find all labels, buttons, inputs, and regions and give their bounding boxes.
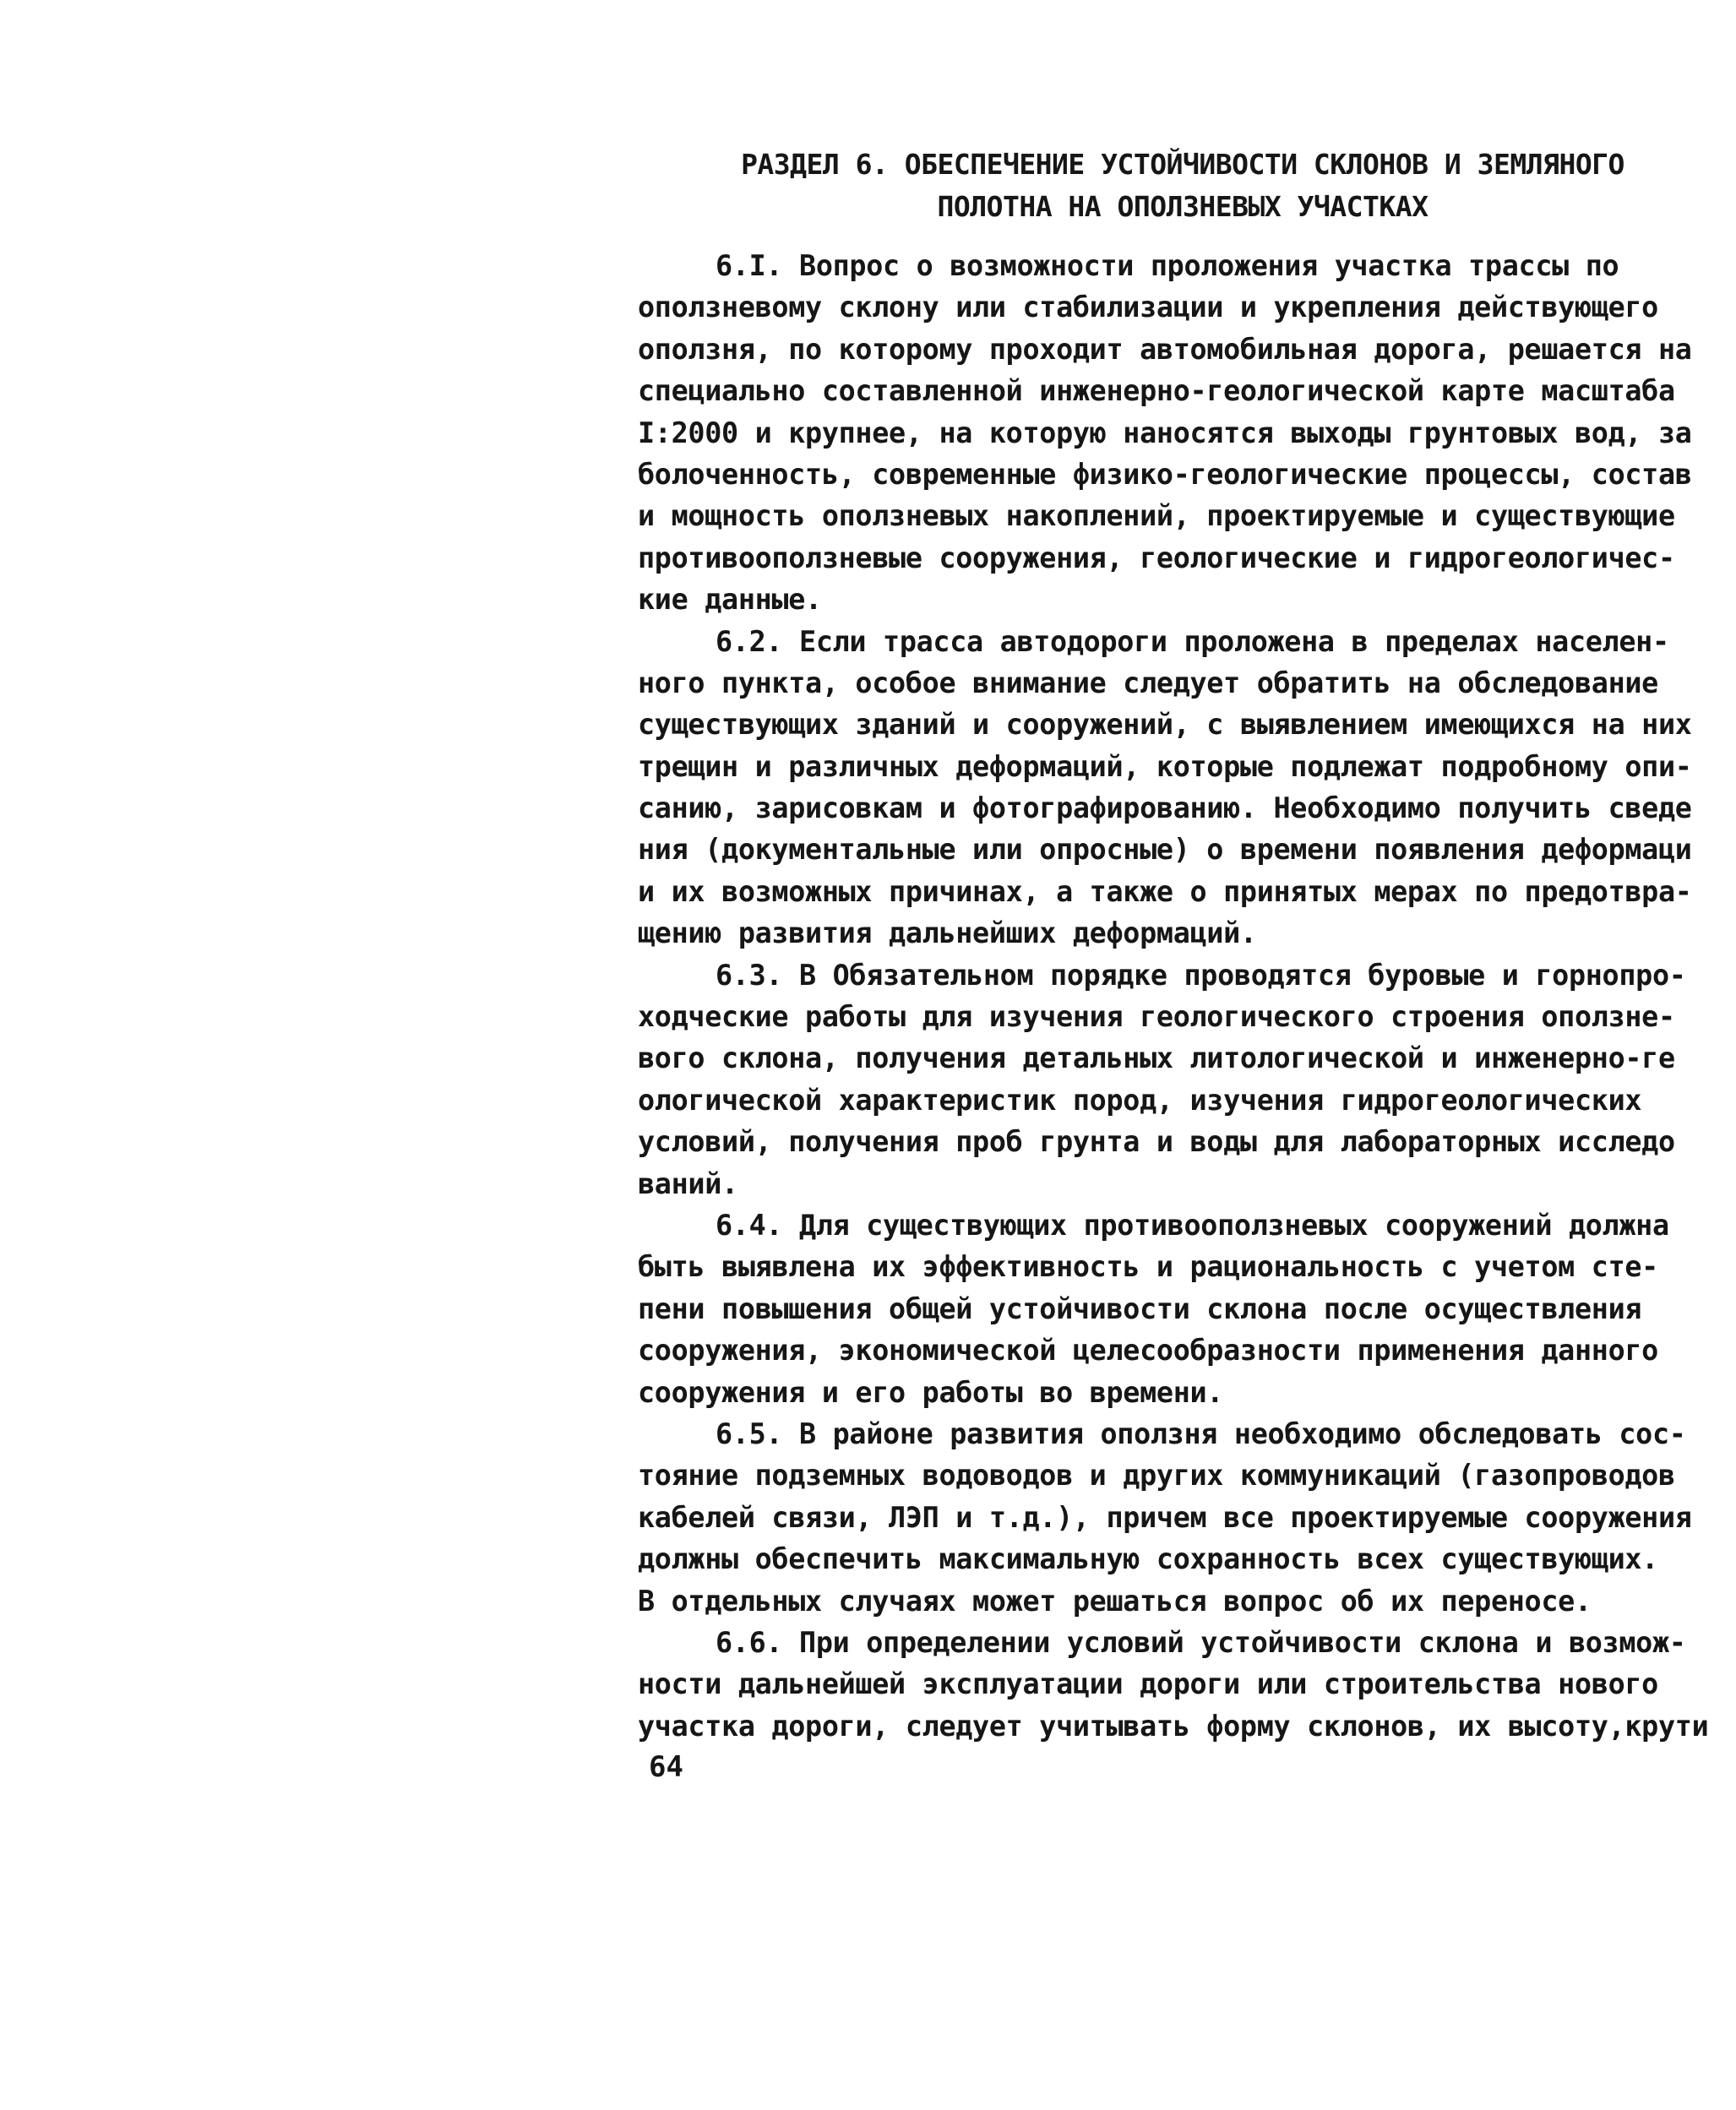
paragraph-6-5-line: 6.5. В районе развития оползня необходимо обследовать сос- <box>716 1417 1686 1450</box>
paragraph-6-2-line: и их возможных причинах, а также о принятых мерах по предотвра- <box>638 874 1692 908</box>
paragraph-6-6-line: участка дороги, следует учитывать форму склонов, их высоту,крути <box>638 1709 1709 1743</box>
paragraph-6-3-line: ходческие работы для изучения геологического строения оползне- <box>638 1000 1675 1034</box>
paragraph-6-1-line: I:2000 и крупнее, на которую наносятся выходы грунтовых вод, за <box>638 416 1692 449</box>
paragraph-6-4-line: пени повышения общей устойчивости склона после осуществления <box>638 1292 1642 1325</box>
paragraph-6-6-line: 6.6. При определении условий устойчивости склона и возмож- <box>716 1625 1686 1659</box>
paragraph-6-6-line: ности дальнейшей эксплуатации дороги или строительства нового <box>638 1667 1658 1701</box>
paragraph-6-3-line: вого склона, получения детальных литологической и инженерно-ге <box>638 1041 1675 1075</box>
section-heading-line-1: РАЗДЕЛ 6. ОБЕСПЕЧЕНИЕ УСТОЙЧИВОСТИ СКЛОНОВ И ЗЕМЛЯНОГО <box>741 148 1624 181</box>
paragraph-6-2-line: ного пункта, особое внимание следует обратить на обследование <box>638 666 1658 699</box>
paragraph-6-2-line: трещин и различных деформаций, которые подлежат подробному опи- <box>638 749 1692 783</box>
paragraph-6-5-line: В отдельных случаях может решаться вопрос об их переносе. <box>638 1584 1592 1618</box>
paragraph-6-3-line: ваний. <box>638 1166 738 1200</box>
paragraph-6-1-line: специально составленной инженерно-геологической карте масштаба <box>638 374 1675 408</box>
section-heading-line-2: ПОЛОТНА НА ОПОЛЗНЕВЫХ УЧАСТКАХ <box>937 190 1429 223</box>
body-text <box>638 245 1728 1747</box>
paragraph-6-1-line: противооползневые сооружения, геологические и гидрогеологичес- <box>638 541 1675 574</box>
paragraph-6-4-line: быть выявлена их эффективность и рациональность с учетом сте- <box>638 1250 1658 1284</box>
paragraph-6-5-line: тояние подземных водоводов и других коммуникаций (газопроводов <box>638 1459 1675 1493</box>
section-heading <box>642 144 1723 228</box>
page-number: 64 <box>649 1750 683 1784</box>
paragraph-6-2-line: щению развития дальнейших деформаций. <box>638 916 1257 950</box>
paragraph-6-2-line: ния (документальные или опросные) о времени появления деформаци <box>638 833 1692 867</box>
paragraph-6-3-line: условий, получения проб грунта и воды для лабораторных исследо <box>638 1125 1675 1159</box>
paragraph-6-1-line: болоченность, современные физико-геологические процессы, состав <box>638 457 1692 491</box>
paragraph-6-5-line: кабелей связи, ЛЭП и т.д.), причем все проектируемые сооружения <box>638 1500 1692 1534</box>
paragraph-6-1-line: 6.I. Вопрос о возможности проложения участка трассы по <box>716 249 1619 282</box>
paragraph-6-4-line: сооружения, экономической целесообразности применения данного <box>638 1334 1658 1368</box>
paragraph-6-4-line: 6.4. Для существующих противооползневых сооружений должна <box>716 1208 1669 1242</box>
paragraph-6-1-line: оползневому склону или стабилизации и укрепления действующего <box>638 291 1658 324</box>
paragraph-6-2-line: 6.2. Если трасса автодороги проложена в пределах населен- <box>716 624 1669 658</box>
paragraph-6-2-line: существующих зданий и сооружений, с выявлением имеющихся на них <box>638 708 1692 742</box>
paragraph-6-2-line: санию, зарисовкам и фотографированию. Необходимо получить сведе <box>638 791 1692 825</box>
paragraph-6-1-line: оползня, по которому проходит автомобильная дорога, решается на <box>638 332 1692 366</box>
paragraph-6-3-line: ологической характеристик пород, изучения гидрогеологических <box>638 1083 1642 1117</box>
paragraph-6-4-line: сооружения и его работы во времени. <box>638 1375 1224 1409</box>
paragraph-6-1-line: и мощность оползневых накоплений, проектируемые и существующие <box>638 499 1675 533</box>
paragraph-6-5-line: должны обеспечить максимальную сохранность всех существующих. <box>638 1542 1658 1576</box>
paragraph-6-1-line: кие данные. <box>638 583 822 617</box>
paragraph-6-3-line: 6.3. В Обязательном порядке проводятся буровые и горнопро- <box>716 958 1686 992</box>
